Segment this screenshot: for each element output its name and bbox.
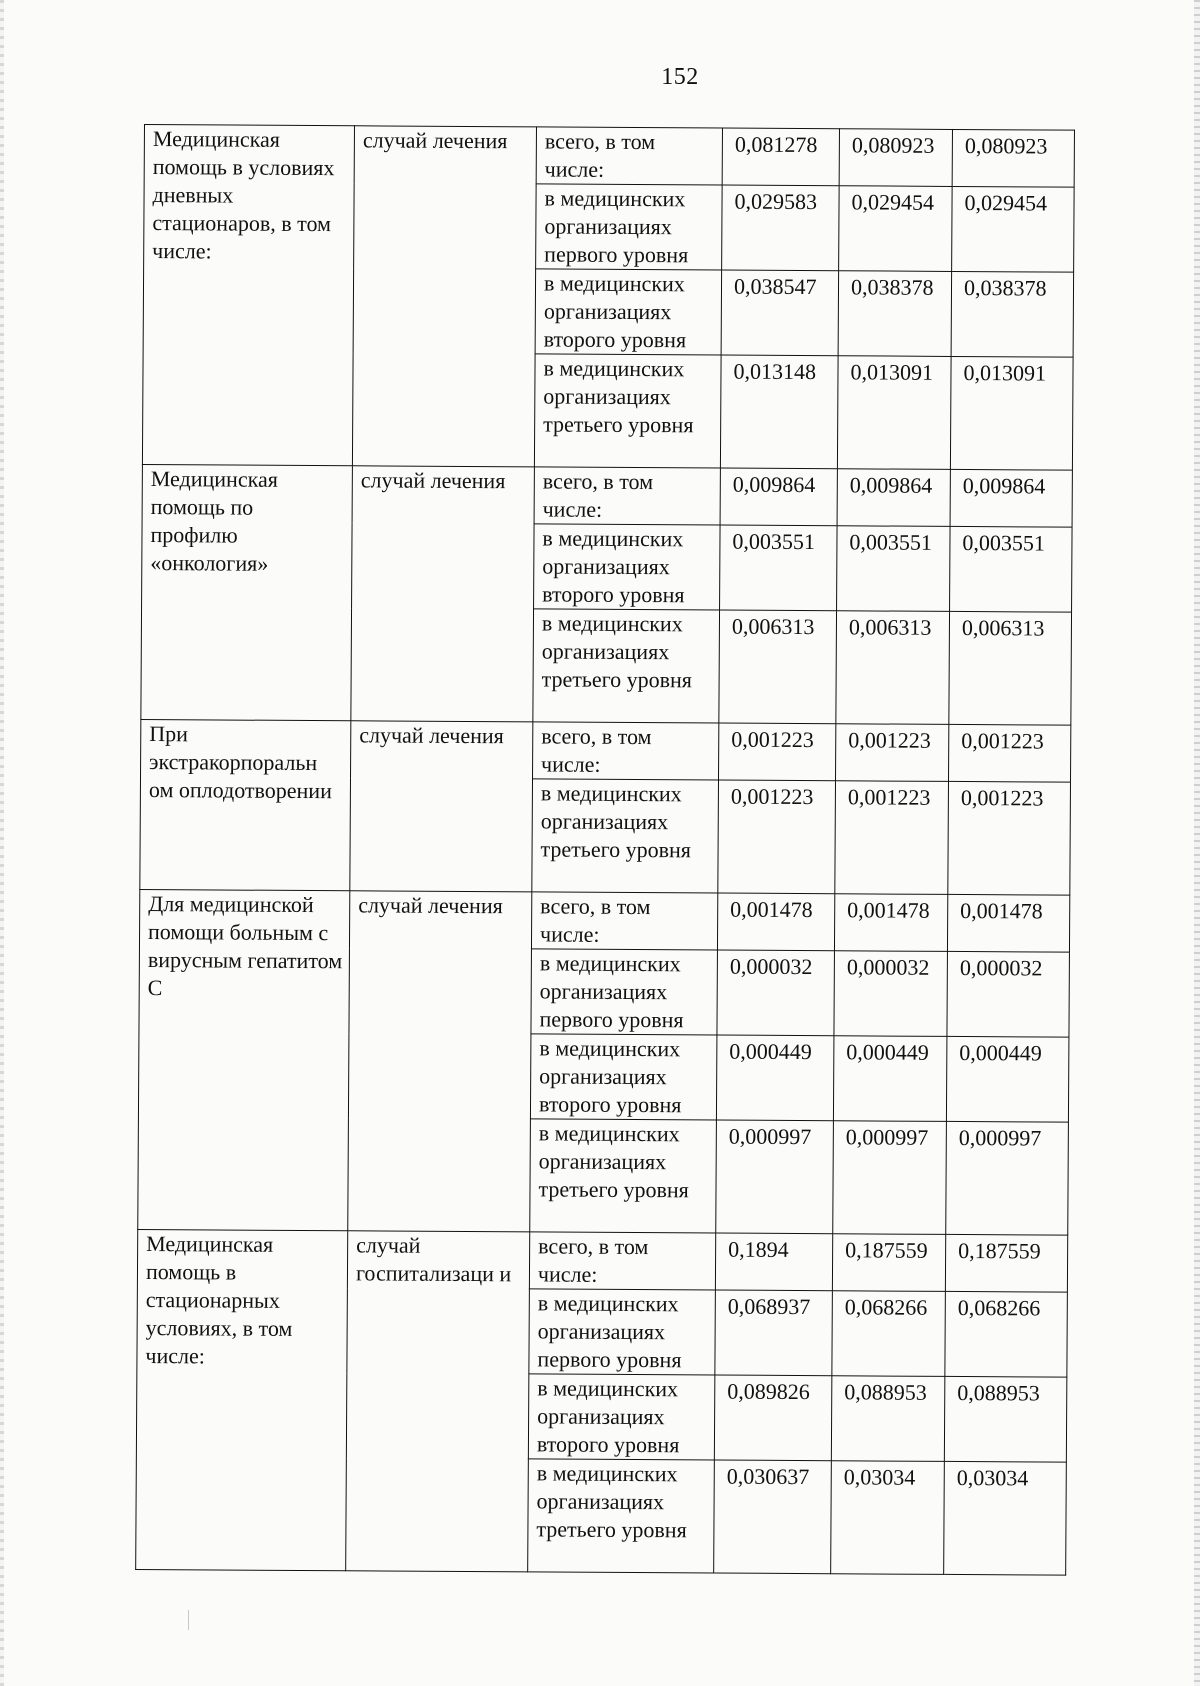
subcategory-cell: в медицинских организациях второго уровня	[528, 1374, 715, 1460]
subcategory-cell: всего, в том числе:	[529, 1232, 715, 1290]
value-cell-year-1: 0,068937	[715, 1290, 833, 1376]
subcategory-cell: в медицинских организациях первого уровня	[536, 184, 723, 270]
value-cell-year-3: 0,088953	[944, 1376, 1067, 1462]
value-cell-year-3: 0,009864	[950, 469, 1072, 527]
subcategory-cell: в медицинских организациях второго уровня	[530, 1034, 717, 1120]
value-cell-year-1: 0,000449	[716, 1035, 834, 1121]
table-row	[142, 464, 1072, 527]
value-cell-year-2: 0,080923	[839, 129, 952, 187]
subcategory-cell: всего, в том числе:	[533, 722, 719, 780]
value-cell-year-1: 0,029583	[722, 185, 840, 271]
value-cell-year-2: 0,000449	[833, 1036, 947, 1122]
value-cell-year-2: 0,029454	[839, 186, 953, 272]
value-cell-year-2: 0,006313	[836, 611, 950, 725]
subcategory-cell: всего, в том числе:	[536, 127, 722, 185]
table-row	[137, 1229, 1067, 1292]
table-row	[144, 125, 1074, 188]
value-cell-year-3: 0,000032	[947, 951, 1070, 1037]
value-cell-year-2: 0,003551	[837, 526, 951, 612]
table-body	[136, 125, 1075, 1576]
value-cell-year-3: 0,001478	[947, 894, 1069, 952]
value-cell-year-1: 0,030637	[714, 1460, 832, 1574]
value-cell-year-3: 0,001223	[948, 781, 1071, 895]
value-cell-year-1: 0,000997	[716, 1120, 834, 1234]
value-cell-year-3: 0,013091	[950, 356, 1073, 470]
unit-cell: случай госпитализаци и	[346, 1231, 530, 1572]
value-cell-year-2: 0,03034	[831, 1461, 945, 1575]
subcategory-cell: в медицинских организациях первого уровня	[531, 949, 718, 1035]
subcategory-cell: всего, в том числе:	[531, 892, 717, 950]
unit-cell: случай лечения	[350, 721, 533, 892]
value-cell-year-2: 0,000032	[834, 951, 948, 1037]
value-cell-year-1: 0,013148	[720, 355, 838, 469]
service-name-cell: Медицинская помощь в стационарных условиях, в том числе:	[136, 1229, 348, 1570]
subcategory-cell: в медицинских организациях третьего уровня	[528, 1459, 715, 1573]
subcategory-cell: в медицинских организациях второго уровня	[534, 524, 721, 610]
value-cell-year-3: 0,001223	[948, 724, 1070, 782]
value-cell-year-3: 0,000449	[946, 1036, 1069, 1122]
value-cell-year-1: 0,089826	[714, 1375, 832, 1461]
table-row	[141, 719, 1071, 782]
value-cell-year-2: 0,038378	[838, 271, 952, 357]
value-cell-year-1: 0,081278	[722, 128, 839, 186]
value-cell-year-3: 0,080923	[952, 129, 1074, 187]
service-name-cell: Для медицинской помощи больным с вирусным гепатитом С	[138, 889, 350, 1230]
service-name-cell: Медицинская помощь по профилю «онкология»	[141, 464, 353, 720]
unit-cell: случай лечения	[352, 126, 536, 467]
value-cell-year-1: 0,009864	[720, 468, 837, 526]
value-cell-year-3: 0,003551	[950, 526, 1073, 612]
scan-mark	[188, 1610, 189, 1630]
subcategory-cell: в медицинских организациях третьего уровня	[532, 779, 719, 893]
data-table	[135, 124, 1075, 1576]
subcategory-cell: в медицинских организациях третьего уровня	[533, 609, 720, 723]
value-cell-year-3: 0,000997	[946, 1121, 1069, 1235]
subcategory-cell: всего, в том числе:	[534, 467, 720, 525]
subcategory-cell: в медицинских организациях третьего уровня	[530, 1119, 717, 1233]
value-cell-year-1: 0,000032	[717, 950, 835, 1036]
subcategory-cell: в медицинских организациях второго уровня	[535, 269, 722, 355]
unit-cell: случай лечения	[348, 891, 532, 1232]
subcategory-cell: в медицинских организациях первого уровня	[529, 1289, 716, 1375]
value-cell-year-2: 0,009864	[837, 469, 950, 527]
value-cell-year-1: 0,003551	[720, 525, 838, 611]
value-cell-year-3: 0,038378	[951, 271, 1074, 357]
service-name-cell: Медицинская помощь в условиях дневных стационаров, в том числе:	[142, 125, 354, 466]
value-cell-year-2: 0,013091	[837, 356, 951, 470]
value-cell-year-3: 0,03034	[944, 1461, 1067, 1575]
unit-cell: случай лечения	[351, 466, 535, 722]
subcategory-cell: в медицинских организациях третьего уровня	[534, 354, 721, 468]
table-row	[139, 889, 1069, 952]
value-cell-year-1: 0,001223	[718, 780, 836, 894]
page-number: 152	[661, 64, 699, 90]
scan-edge-right	[1194, 0, 1200, 1686]
value-cell-year-2: 0,187559	[832, 1234, 945, 1292]
value-cell-year-3: 0,068266	[945, 1291, 1068, 1377]
value-cell-year-3: 0,029454	[952, 186, 1075, 272]
value-cell-year-3: 0,187559	[945, 1234, 1067, 1292]
value-cell-year-1: 0,001223	[719, 723, 836, 781]
value-cell-year-2: 0,001223	[835, 781, 949, 895]
value-cell-year-2: 0,088953	[831, 1376, 945, 1462]
service-name-cell: При экстракорпоральн ом оплодотворении	[140, 719, 351, 890]
value-cell-year-2: 0,001478	[834, 894, 947, 952]
scan-edge-left	[0, 0, 4, 1686]
value-cell-year-1: 0,038547	[721, 270, 839, 356]
value-cell-year-2: 0,068266	[832, 1291, 946, 1377]
value-cell-year-3: 0,006313	[949, 611, 1072, 725]
value-cell-year-1: 0,001478	[717, 893, 834, 951]
value-cell-year-2: 0,001223	[836, 724, 949, 782]
value-cell-year-1: 0,1894	[715, 1233, 832, 1291]
value-cell-year-1: 0,006313	[719, 610, 837, 724]
value-cell-year-2: 0,000997	[833, 1121, 947, 1235]
